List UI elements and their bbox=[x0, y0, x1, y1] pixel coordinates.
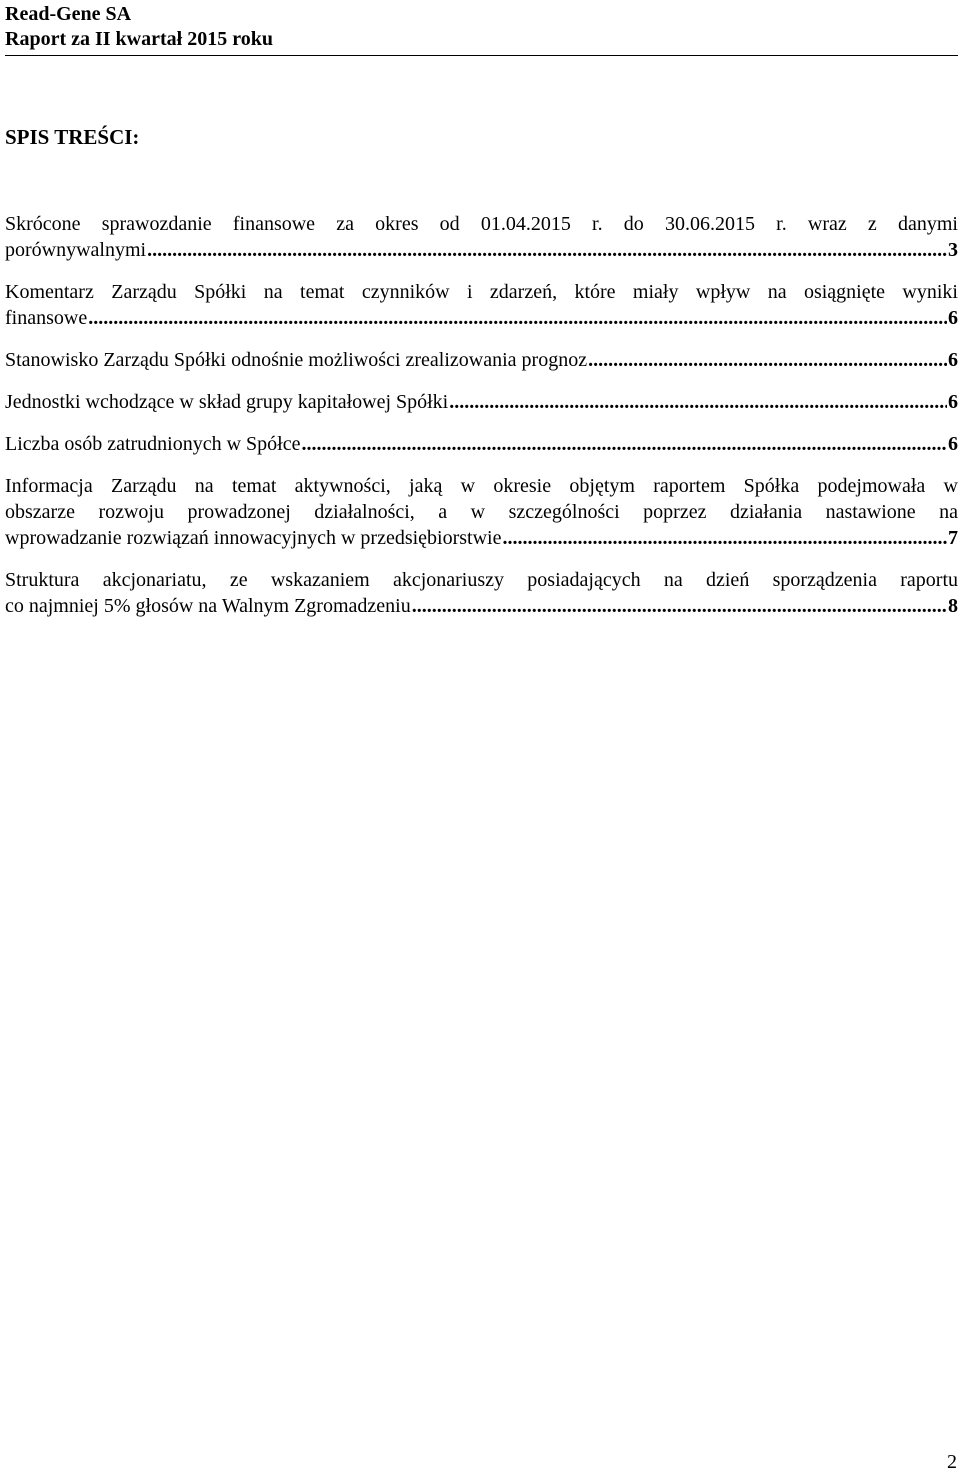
toc-entry-text: obszarze rozwoju prowadzonej działalności, a w szczególności poprzez działania nastawione na bbox=[5, 501, 958, 523]
toc-title: SPIS TREŚCI: bbox=[5, 125, 140, 149]
page-header bbox=[5, 2, 958, 56]
dot-leader bbox=[88, 305, 947, 331]
company-name: Read-Gene SA bbox=[5, 3, 132, 25]
toc-entry-text: porównywalnymi bbox=[5, 239, 147, 261]
toc-entry-text: wprowadzanie rozwiązań innowacyjnych w przedsiębiorstwie bbox=[5, 527, 502, 549]
toc-entry-text: Skrócone sprawozdanie finansowe za okres od 01.04.2015 r. do 30.06.2015 r. wraz z danymi bbox=[5, 213, 958, 235]
toc-entry-text: Liczba osób zatrudnionych w Spółce bbox=[5, 433, 301, 455]
page-number: 2 bbox=[947, 1451, 957, 1473]
dot-leader bbox=[301, 431, 947, 457]
toc-entry-shareholder-structure[interactable] bbox=[5, 567, 958, 619]
table-of-contents bbox=[5, 211, 958, 635]
toc-entry-financial-statements[interactable] bbox=[5, 211, 958, 263]
toc-entry-text: finansowe bbox=[5, 307, 88, 329]
toc-entry-text: Jednostki wchodzące w skład grupy kapitałowej Spółki bbox=[5, 391, 449, 413]
toc-page-number: 6 bbox=[948, 349, 958, 371]
dot-leader bbox=[502, 525, 947, 551]
toc-entry-management-commentary[interactable] bbox=[5, 279, 958, 331]
report-title: Raport za II kwartał 2015 roku bbox=[5, 28, 273, 50]
dot-leader bbox=[449, 389, 947, 415]
toc-page-number: 3 bbox=[948, 239, 958, 261]
toc-page-number: 6 bbox=[948, 307, 958, 329]
dot-leader bbox=[588, 347, 947, 373]
toc-entry-text: co najmniej 5% głosów na Walnym Zgromadzeniu bbox=[5, 595, 411, 617]
toc-entry-group-entities[interactable] bbox=[5, 389, 958, 415]
toc-page-number: 6 bbox=[948, 391, 958, 413]
toc-entry-forecast-position[interactable] bbox=[5, 347, 958, 373]
toc-entry-innovation-activity[interactable] bbox=[5, 473, 958, 551]
toc-entry-text: Stanowisko Zarządu Spółki odnośnie możliwości zrealizowania prognoz bbox=[5, 349, 588, 371]
toc-entry-text: Informacja Zarządu na temat aktywności, jaką w okresie objętym raportem Spółka podejmowała w bbox=[5, 475, 958, 497]
toc-entry-text: Struktura akcjonariatu, ze wskazaniem akcjonariuszy posiadających na dzień sporządzenia raportu bbox=[5, 569, 958, 591]
dot-leader bbox=[147, 237, 947, 263]
toc-page-number: 6 bbox=[948, 433, 958, 455]
toc-entry-employees[interactable] bbox=[5, 431, 958, 457]
toc-page-number: 8 bbox=[948, 595, 958, 617]
dot-leader bbox=[412, 593, 947, 619]
toc-entry-text: Komentarz Zarządu Spółki na temat czynników i zdarzeń, które miały wpływ na osiągnięte wyniki bbox=[5, 281, 958, 303]
toc-page-number: 7 bbox=[948, 527, 958, 549]
